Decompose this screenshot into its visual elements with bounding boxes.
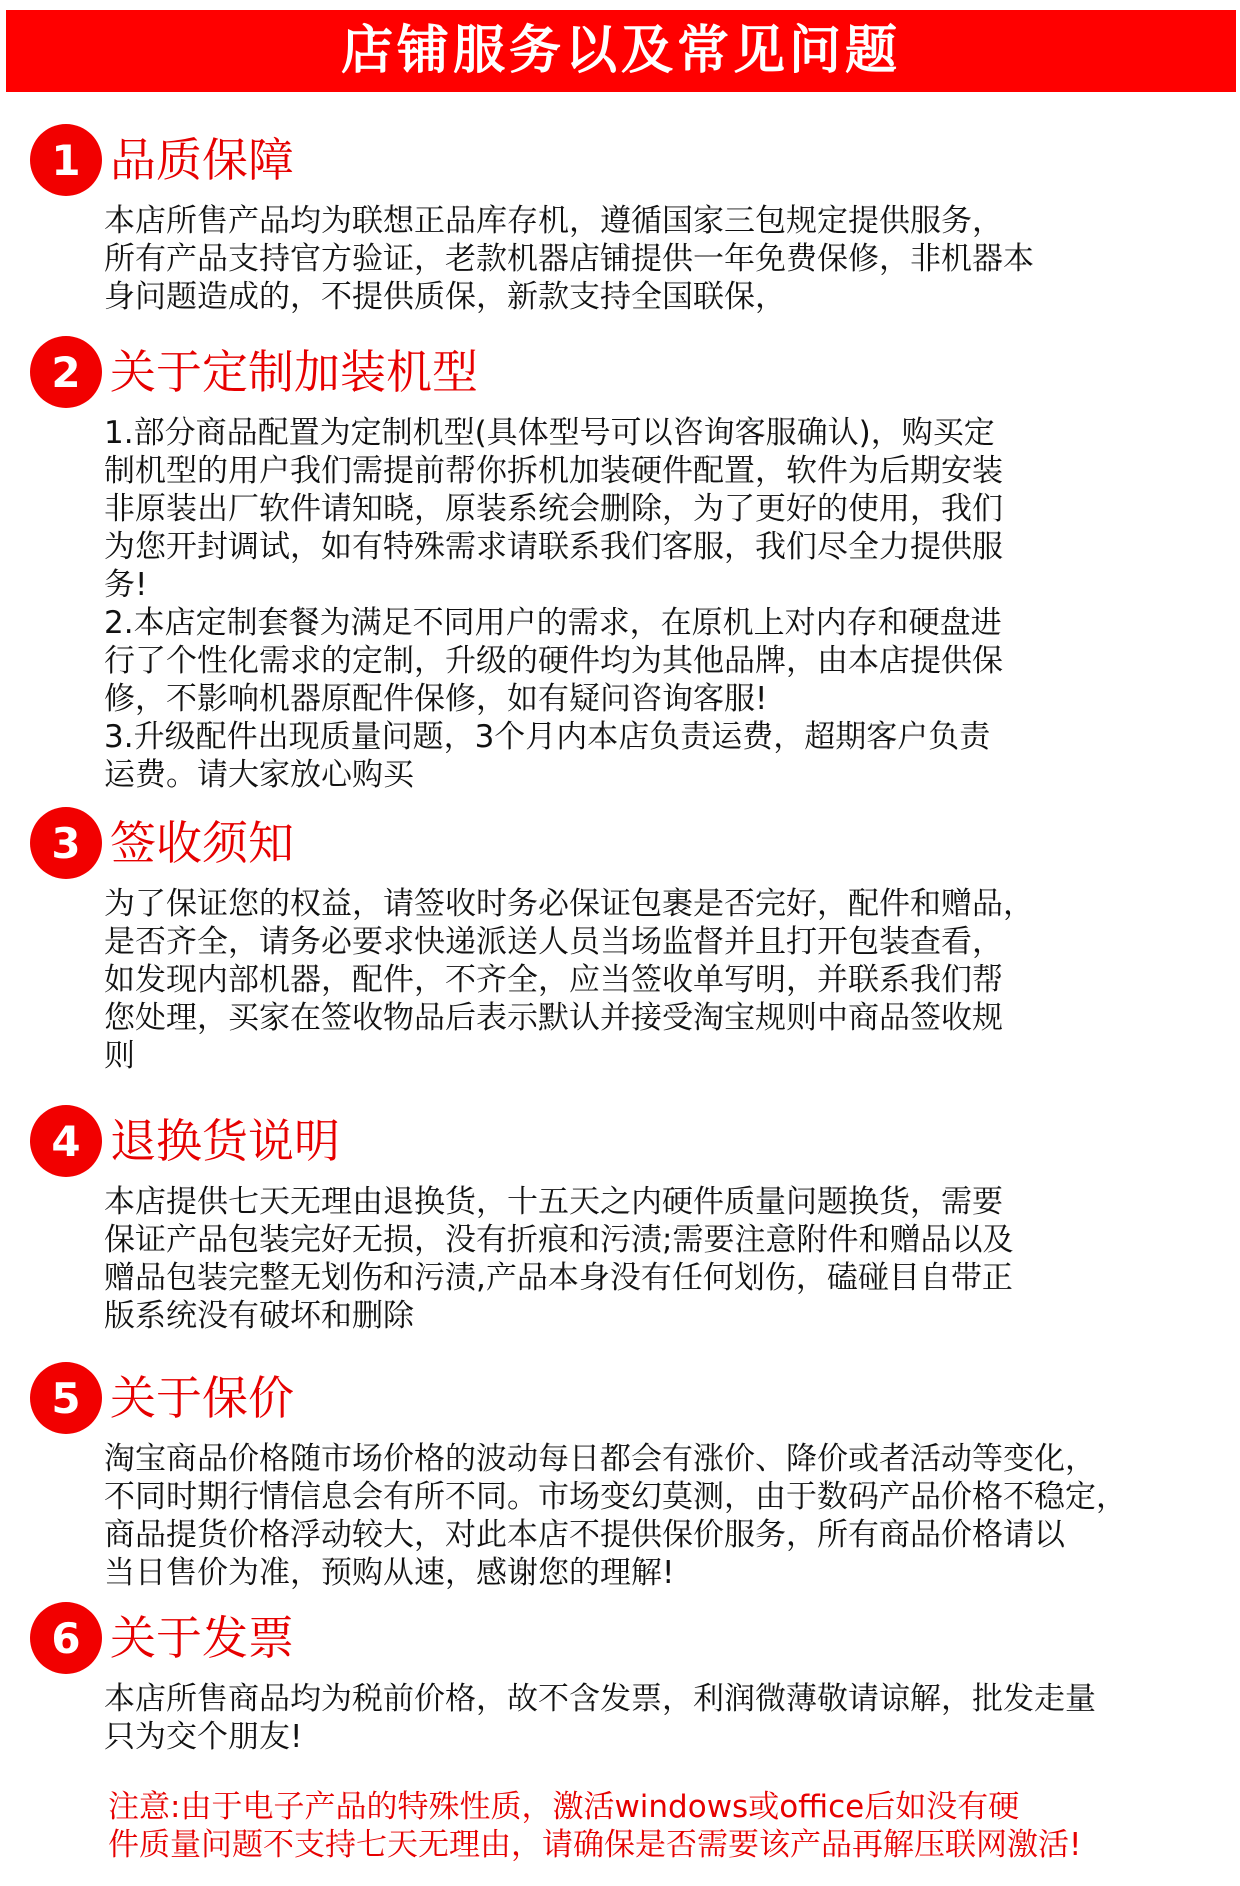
section-header (30, 803, 1220, 883)
body-line: 本店所售商品均为税前价格，故不含发票，利润微薄敬请谅解，批发走量 (104, 1681, 1096, 1717)
activation-warning-notice (108, 1788, 1218, 1864)
body-line: 则 (104, 1038, 135, 1074)
body-line: 只为交个朋友! (104, 1719, 303, 1755)
section-header (30, 120, 1220, 200)
section-number-badge: 3 (30, 807, 102, 879)
section-invoice (30, 1598, 1220, 1756)
notice-line: 件质量问题不支持七天无理由，请确保是否需要该产品再解压联网激活! (108, 1827, 1082, 1863)
body-line: 本店提供七天无理由退换货，十五天之内硬件质量问题换货，需要 (104, 1184, 1003, 1220)
section-title: 关于发票 (110, 1611, 294, 1665)
body-line: 行了个性化需求的定制，升级的硬件均为其他品牌，由本店提供保 (104, 643, 1003, 679)
body-line: 版系统没有破坏和删除 (104, 1298, 414, 1334)
body-line: 当日售价为准，预购从速，感谢您的理解! (104, 1555, 675, 1591)
section-body (104, 1680, 1220, 1756)
section-header (30, 1358, 1220, 1438)
body-line: 是否齐全，请务必要求快递派送人员当场监督并且打开包装查看， (104, 924, 1003, 960)
body-line: 不同时期行情信息会有所不同。市场变幻莫测，由于数码产品价格不稳定， (104, 1479, 1127, 1515)
section-body (104, 202, 1220, 316)
body-line: 1.部分商品配置为定制机型(具体型号可以咨询客服确认)，购买定 (104, 415, 995, 451)
body-line: 非原装出厂软件请知晓，原装系统会删除，为了更好的使用，我们 (104, 491, 1003, 527)
section-title: 退换货说明 (110, 1114, 340, 1168)
section-body (104, 885, 1220, 1075)
section-header (30, 1101, 1220, 1181)
body-line: 修，不影响机器原配件保修，如有疑问咨询客服! (104, 681, 768, 717)
body-line: 为您开封调试，如有特殊需求请联系我们客服，我们尽全力提供服 (104, 529, 1003, 565)
section-number-badge: 5 (30, 1362, 102, 1434)
section-returns (30, 1101, 1220, 1335)
body-line: 制机型的用户我们需提前帮你拆机加装硬件配置，软件为后期安装 (104, 453, 1003, 489)
body-line: 运费。请大家放心购买 (104, 757, 414, 793)
page-title: 店铺服务以及常见问题 (340, 21, 901, 81)
section-title: 品质保障 (110, 133, 294, 187)
section-custom-models (30, 332, 1220, 794)
body-line: 商品提货价格浮动较大，对此本店不提供保价服务，所有商品价格请以 (104, 1517, 1065, 1553)
body-line: 2.本店定制套餐为满足不同用户的需求，在原机上对内存和硬盘进 (104, 605, 1002, 641)
body-line: 务! (104, 567, 148, 603)
section-price-protection (30, 1358, 1220, 1592)
body-line: 保证产品包装完好无损，没有折痕和污渍;需要注意附件和赠品以及 (104, 1222, 1014, 1258)
section-title: 签收须知 (110, 816, 294, 870)
section-body (104, 1183, 1220, 1335)
section-number-badge: 2 (30, 336, 102, 408)
body-line: 3.升级配件出现质量问题，3个月内本店负责运费，超期客户负责 (104, 719, 991, 755)
section-body (104, 414, 1220, 794)
body-line: 身问题造成的，不提供质保，新款支持全国联保， (104, 279, 786, 315)
section-number-badge: 1 (30, 124, 102, 196)
section-number-badge: 6 (30, 1602, 102, 1674)
section-title: 关于保价 (110, 1371, 294, 1425)
notice-line: 注意:由于电子产品的特殊性质，激活windows或office后如没有硬 (108, 1789, 1020, 1825)
section-header (30, 332, 1220, 412)
section-quality-assurance (30, 120, 1220, 316)
body-line: 您处理，买家在签收物品后表示默认并接受淘宝规则中商品签收规 (104, 1000, 1003, 1036)
body-line: 淘宝商品价格随市场价格的波动每日都会有涨价、降价或者活动等变化， (104, 1441, 1096, 1477)
section-delivery-notice (30, 803, 1220, 1075)
body-line: 所有产品支持官方验证，老款机器店铺提供一年免费保修，非机器本 (104, 241, 1034, 277)
section-number-badge: 4 (30, 1105, 102, 1177)
section-title: 关于定制加装机型 (110, 345, 478, 399)
body-line: 为了保证您的权益，请签收时务必保证包裹是否完好，配件和赠品， (104, 886, 1034, 922)
section-header (30, 1598, 1220, 1678)
body-line: 本店所售产品均为联想正品库存机，遵循国家三包规定提供服务， (104, 203, 1003, 239)
body-line: 如发现内部机器，配件，不齐全，应当签收单写明，并联系我们帮 (104, 962, 1003, 998)
body-line: 赠品包装完整无划伤和污渍,产品本身没有任何划伤，磕碰目自带正 (104, 1260, 1013, 1296)
section-body (104, 1440, 1220, 1592)
page-header-banner (6, 10, 1236, 92)
